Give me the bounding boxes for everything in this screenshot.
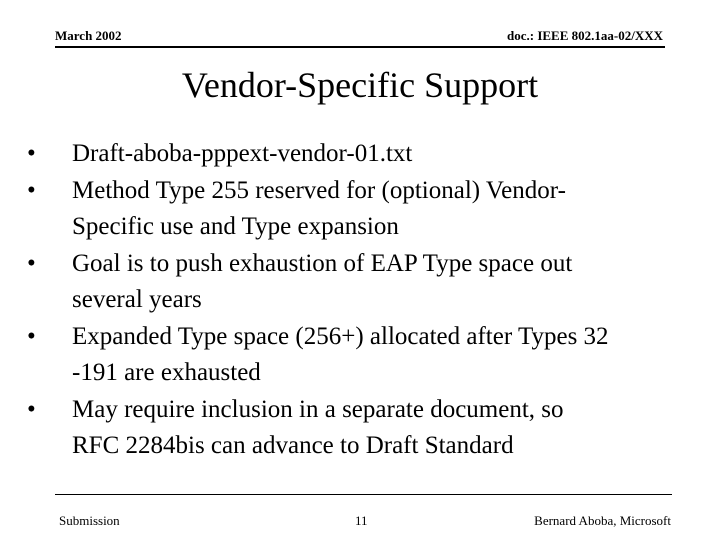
bullet-text-line: Method Type 255 reserved for (optional) Vendor-: [72, 176, 566, 204]
bullet-mark: •: [27, 249, 36, 277]
bullet-list: [27, 136, 697, 465]
bullet-text-line: May require inclusion in a separate document, so: [72, 395, 564, 423]
bullet-text-line: Goal is to push exhaustion of EAP Type space out: [72, 249, 573, 277]
bullet-text-line: -191 are exhausted: [72, 359, 261, 386]
footer-page-number: 11: [355, 513, 368, 528]
bullet-text: Draft-aboba-pppext-vendor-01.txt: [72, 140, 413, 167]
bullet-item: [27, 136, 697, 173]
bullet-text-line: several years: [72, 286, 202, 313]
header-divider: [55, 46, 665, 48]
bullet-mark: •: [27, 395, 36, 423]
slide-title: Vendor-Specific Support: [181, 65, 539, 105]
footer-divider: [55, 494, 672, 495]
header-document-id: doc.: IEEE 802.1aa-02/XXX: [506, 28, 663, 43]
bullet-mark: •: [27, 140, 36, 167]
bullet-item: [27, 246, 697, 319]
footer-author: Bernard Aboba, Microsoft: [534, 513, 671, 528]
bullet-mark: •: [27, 322, 36, 350]
bullet-text-line: Specific use and Type expansion: [72, 213, 399, 240]
bullet-text-line: Expanded Type space (256+) allocated after Types 32: [72, 322, 609, 350]
bullet-item: [27, 319, 697, 392]
bullet-text-line: RFC 2284bis can advance to Draft Standard: [72, 432, 514, 459]
bullet-item: [27, 173, 697, 246]
bullet-mark: •: [27, 176, 36, 204]
header-date: March 2002: [55, 28, 122, 43]
footer-submission-label: Submission: [59, 513, 120, 528]
bullet-item: [27, 392, 697, 465]
